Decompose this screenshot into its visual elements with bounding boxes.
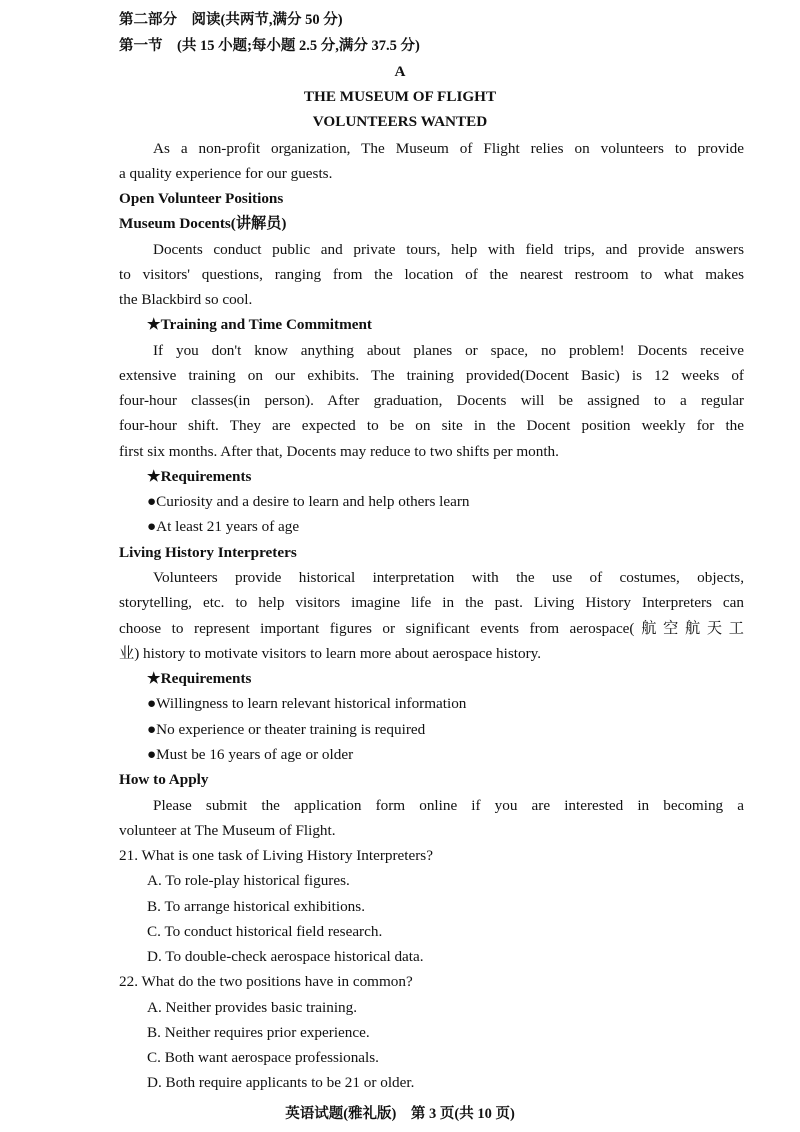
answer-option: C. Both want aerospace professionals. bbox=[147, 1049, 379, 1066]
question-stem: 21. What is one task of Living History Interpreters? bbox=[119, 847, 433, 864]
docents-desc-line: the Blackbird so cool. bbox=[119, 291, 253, 308]
answer-option: A. Neither provides basic training. bbox=[147, 999, 358, 1016]
subsection-header: 第一节 (共 15 小题;每小题 2.5 分,满分 37.5 分) bbox=[119, 38, 420, 54]
interpreters-desc-line: choose to represent important figures or significant events from aerospace(航空航天工 bbox=[119, 620, 744, 637]
passage-letter: A bbox=[394, 63, 406, 80]
requirement-item: ●Curiosity and a desire to learn and help others learn bbox=[147, 493, 470, 510]
interpreters-desc-line: storytelling, etc. to help visitors imagine life in the past. Living History Interpreters can bbox=[119, 594, 744, 611]
requirement-item: ●Must be 16 years of age or older bbox=[147, 746, 354, 763]
answer-option: C. To conduct historical field research. bbox=[147, 923, 383, 940]
training-line: four-hour shift. They are expected to be on site in the Docent position weekly for the bbox=[119, 417, 744, 434]
requirement-item: ●No experience or theater training is required bbox=[147, 721, 426, 738]
training-line: If you don't know anything about planes or space, no problem! Docents receive bbox=[153, 342, 744, 359]
open-positions-heading: Open Volunteer Positions bbox=[119, 190, 284, 207]
interpreters-heading: Living History Interpreters bbox=[119, 544, 297, 561]
passage-title: THE MUSEUM OF FLIGHT bbox=[303, 88, 497, 105]
requirement-item: ●At least 21 years of age bbox=[147, 518, 300, 535]
answer-option: D. To double-check aerospace historical data. bbox=[147, 948, 424, 965]
apply-line: volunteer at The Museum of Flight. bbox=[119, 822, 336, 839]
intro-line: a quality experience for our guests. bbox=[119, 165, 333, 182]
intro-line: As a non-profit organization, The Museum of Flight relies on volunteers to provide bbox=[153, 140, 744, 157]
apply-heading: How to Apply bbox=[119, 771, 209, 788]
page-footer: 英语试题(雅礼版) 第 3 页(共 10 页) bbox=[285, 1106, 515, 1122]
docents-requirements-heading: ★Requirements bbox=[147, 468, 252, 485]
docents-desc-line: to visitors' questions, ranging from the location of the nearest restroom to what makes bbox=[119, 266, 744, 283]
apply-line: Please submit the application form online if you are interested in becoming a bbox=[153, 797, 744, 814]
answer-option: B. To arrange historical exhibitions. bbox=[147, 898, 365, 915]
docents-desc-line: Docents conduct public and private tours, help with field trips, and provide answers bbox=[153, 241, 744, 258]
answer-option: B. Neither requires prior experience. bbox=[147, 1024, 370, 1041]
interpreters-requirements-heading: ★Requirements bbox=[147, 670, 252, 687]
docents-heading: Museum Docents(讲解员) bbox=[119, 215, 287, 232]
requirement-item: ●Willingness to learn relevant historical information bbox=[147, 695, 467, 712]
training-line: extensive training on our exhibits. The training provided(Docent Basic) is 12 weeks of bbox=[119, 367, 744, 384]
answer-option: A. To role-play historical figures. bbox=[147, 872, 350, 889]
passage-subtitle: VOLUNTEERS WANTED bbox=[312, 113, 488, 130]
answer-option: D. Both require applicants to be 21 or older. bbox=[147, 1074, 415, 1091]
question-stem: 22. What do the two positions have in common? bbox=[119, 973, 413, 990]
interpreters-desc-line: 业) history to motivate visitors to learn more about aerospace history. bbox=[119, 645, 542, 662]
interpreters-desc-line: Volunteers provide historical interpretation with the use of costumes, objects, bbox=[153, 569, 744, 586]
training-line: four-hour classes(in person). After graduation, Docents will be assigned to a regular bbox=[119, 392, 744, 409]
section-header: 第二部分 阅读(共两节,满分 50 分) bbox=[119, 12, 343, 28]
training-line: first six months. After that, Docents may reduce to two shifts per month. bbox=[119, 443, 559, 460]
training-heading: ★Training and Time Commitment bbox=[147, 316, 372, 333]
